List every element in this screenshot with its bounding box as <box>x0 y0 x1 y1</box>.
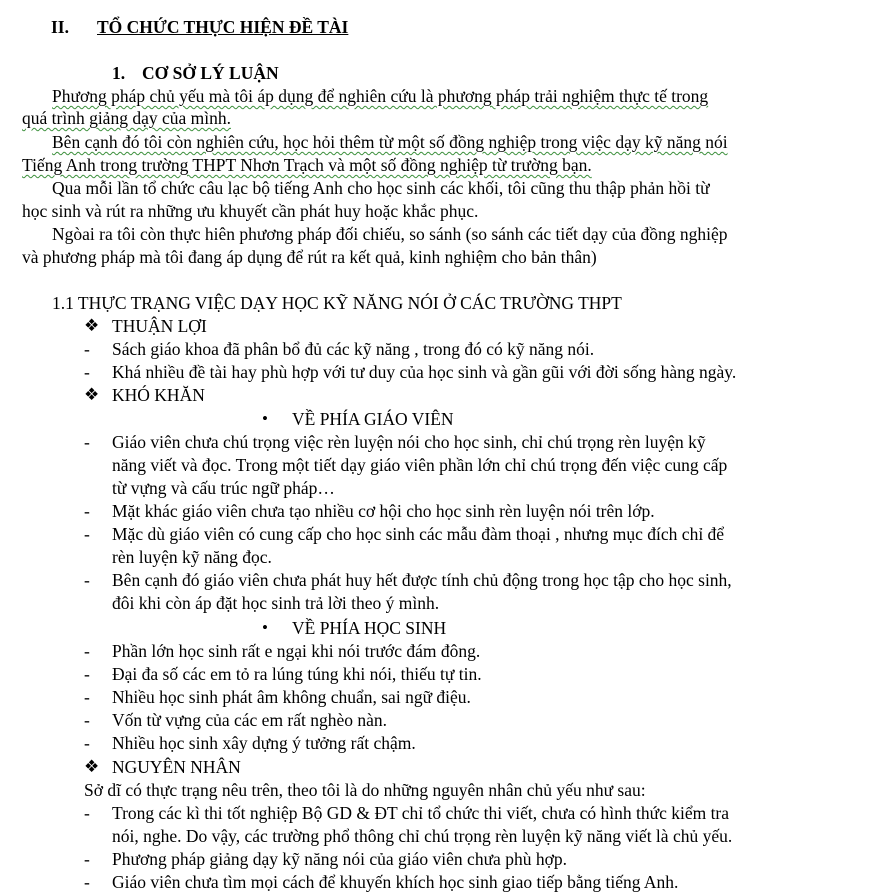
teacher-line: Giáo viên chưa chú trọng việc rèn luyện nói cho học sinh, chỉ chú trọng rèn luyện kỹ <box>112 432 706 452</box>
students-title: VỀ PHÍA HỌC SINH <box>292 618 447 638</box>
advantage-item: Khá nhiều đề tài hay phù hợp với tư duy của học sinh và gần gũi với đời sống hàng ngày. <box>112 362 737 382</box>
dash-marker: - <box>84 524 90 544</box>
intro-line: học sinh và rút ra những ưu khuyết cần phát huy hoặc khắc phục. <box>22 201 479 221</box>
section1-title: CƠ SỞ LÝ LUẬN <box>142 63 279 83</box>
dash-marker: - <box>84 733 90 753</box>
cause-line: nói, nghe. Do vậy, các trường phổ thông chỉ chú trọng rèn luyện kỹ năng viết là chủ yếu. <box>112 826 733 846</box>
intro-line: Bên cạnh đó tôi còn nghiên cứu, học hỏi thêm từ một số đồng nghiệp trong việc dạy kỹ năng nói <box>52 132 728 152</box>
dash-marker: - <box>84 432 90 452</box>
heading-number: II. <box>51 17 69 37</box>
teachers-title: VỀ PHÍA GIÁO VIÊN <box>292 409 454 429</box>
dash-marker: - <box>84 664 90 684</box>
intro-line: và phương pháp mà tôi đang áp dụng để rút ra kết quả, kinh nghiệm cho bản thân) <box>22 247 597 267</box>
teacher-line: Mặt khác giáo viên chưa tạo nhiều cơ hội cho học sinh rèn luyện nói trên lớp. <box>112 501 655 521</box>
intro-line: Ngòai ra tôi còn thực hiên phương pháp đối chiếu, so sánh (so sánh các tiết dạy của đồng nghiệp <box>52 224 728 244</box>
difficulties-title: KHÓ KHĂN <box>112 385 205 405</box>
dash-marker: - <box>84 687 90 707</box>
advantages-title: THUẬN LỢI <box>112 316 207 336</box>
dash-marker: - <box>84 570 90 590</box>
teacher-line: rèn luyện kỹ năng đọc. <box>112 547 272 567</box>
diamond-bullet-icon: ❖ <box>84 757 100 776</box>
advantage-item: Sách giáo khoa đã phân bổ đủ các kỹ năng , trong đó có kỹ năng nói. <box>112 339 595 359</box>
intro-line: Tiếng Anh trong trường THPT Nhơn Trạch và một số đồng nghiệp từ trường bạn. <box>22 155 592 175</box>
student-item: Vốn từ vựng của các em rất nghèo nàn. <box>112 710 388 730</box>
round-bullet-icon: • <box>262 409 268 428</box>
dash-marker: - <box>84 849 90 869</box>
teacher-line: Mặc dù giáo viên có cung cấp cho học sinh các mẫu đàm thoại , nhưng mục đích chỉ để <box>112 524 725 544</box>
student-item: Đại đa số các em tỏ ra lúng túng khi nói, thiếu tự tin. <box>112 664 482 684</box>
heading-title: TỔ CHỨC THỰC HIỆN ĐỀ TÀI <box>97 17 349 37</box>
cause-line: Giáo viên chưa tìm mọi cách để khuyến khích học sinh giao tiếp bằng tiếng Anh. <box>112 872 679 892</box>
cause-line: Phương pháp giảng dạy kỹ năng nói của giáo viên chưa phù hợp. <box>112 849 567 869</box>
causes-title: NGUYÊN NHÂN <box>112 757 241 777</box>
section11-title: 1.1 THỰC TRẠNG VIỆC DẠY HỌC KỸ NĂNG NÓI Ở CÁC TRƯỜNG THPT <box>52 293 622 313</box>
teacher-line: năng viết và đọc. Trong một tiết dạy giáo viên phần lớn chỉ chú trọng đến việc cung cấp <box>112 455 728 475</box>
dash-marker: - <box>84 641 90 661</box>
diamond-bullet-icon: ❖ <box>84 316 100 335</box>
dash-marker: - <box>84 803 90 823</box>
dash-marker: - <box>84 362 90 382</box>
student-item: Nhiều học sinh xây dựng ý tưởng rất chậm. <box>112 733 416 753</box>
section1-number: 1. <box>112 63 126 83</box>
teacher-line: đôi khi còn áp đặt học sinh trả lời theo ý mình. <box>112 593 440 613</box>
dash-marker: - <box>84 710 90 730</box>
causes-intro: Sở dĩ có thực trạng nêu trên, theo tôi là do những nguyên nhân chủ yếu như sau: <box>84 780 646 800</box>
dash-marker: - <box>84 872 90 892</box>
dash-marker: - <box>84 501 90 521</box>
student-item: Nhiều học sinh phát âm không chuẩn, sai ngữ điệu. <box>112 687 471 707</box>
teacher-line: từ vựng và cấu trúc ngữ pháp… <box>112 478 335 498</box>
cause-line: Trong các kì thi tốt nghiệp Bộ GD & ĐT chỉ tổ chức thi viết, chưa có hình thức kiểm tra <box>112 803 730 823</box>
teacher-line: Bên cạnh đó giáo viên chưa phát huy hết được tính chủ động trong học tập cho học sinh, <box>112 570 732 590</box>
intro-line: Phương pháp chủ yếu mà tôi áp dụng để nghiên cứu là phương pháp trải nghiệm thực tế trong <box>52 86 709 106</box>
diamond-bullet-icon: ❖ <box>84 385 100 404</box>
dash-marker: - <box>84 339 90 359</box>
intro-line: Qua mỗi lần tổ chức câu lạc bộ tiếng Anh cho học sinh các khối, tôi cũng thu thập phản hồi từ <box>52 178 710 198</box>
student-item: Phần lớn học sinh rất e ngại khi nói trước đám đông. <box>112 641 481 661</box>
round-bullet-icon: • <box>262 618 268 637</box>
intro-line: quá trình giảng dạy của mình. <box>22 108 231 128</box>
